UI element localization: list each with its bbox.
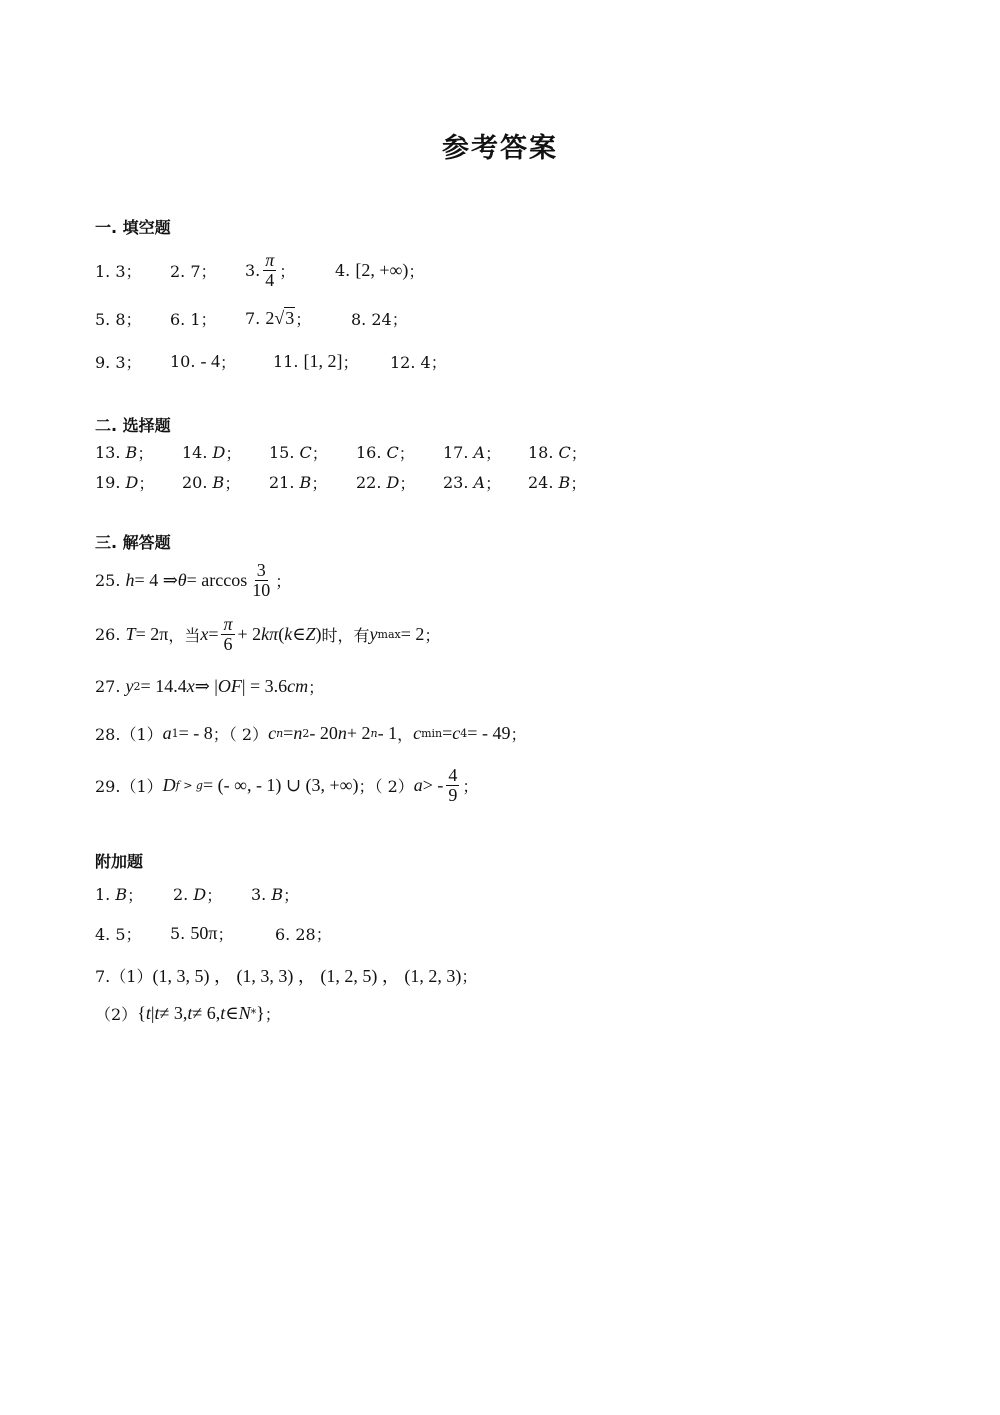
- extra-4: 4. 5；: [95, 924, 142, 944]
- page-title: 参考答案: [442, 133, 558, 164]
- choice-18: 18. C ；: [528, 442, 587, 463]
- section-heading-solutions: 三. 解答题: [95, 533, 171, 552]
- extra-6: 6. 28；: [275, 924, 332, 944]
- answer-11: 11. [1, 2] ；: [273, 350, 359, 372]
- answer-9: 9. 3；: [95, 352, 142, 372]
- answer-6: 6. 1；: [170, 309, 217, 329]
- fraction: $\frac{3}{10}$: [252, 559, 271, 600]
- fraction: $\frac{\pi}{4}$: [265, 249, 275, 290]
- section-heading-multiple-choice: 二. 选择题: [95, 416, 171, 435]
- answer-3: 3. $\frac{\pi}{4}$ ；: [245, 249, 296, 290]
- section-heading-fill-blank: 一. 填空题: [95, 218, 171, 237]
- choice-22: 22. D ；: [356, 472, 416, 493]
- choice-17: 17. A ；: [443, 442, 502, 463]
- choice-13: 13. B ；: [95, 442, 154, 463]
- extra-5: 5. 50π ；: [170, 922, 234, 944]
- extra-3: 3. B ；: [251, 884, 300, 905]
- answer-10: 10. - 4 ；: [170, 350, 237, 372]
- answer-8: 8. 24；: [351, 309, 408, 329]
- extra-1: 1. B ；: [95, 884, 144, 905]
- answer-7: 7. 2 √ 3 ；: [245, 307, 312, 329]
- fraction: $\frac{\pi}{6}$: [223, 613, 233, 654]
- choice-14: 14. D ；: [182, 442, 242, 463]
- choice-19: 19. D ；: [95, 472, 155, 493]
- choice-23: 23. A ；: [443, 472, 502, 493]
- section-heading-extra: 附加题: [95, 852, 144, 871]
- choice-15: 15. C ；: [269, 442, 328, 463]
- answer-5: 5. 8；: [95, 309, 142, 329]
- choice-24: 24. B ；: [528, 472, 587, 493]
- answer-4: 4. [2, +∞) ；: [335, 259, 425, 281]
- answer-12: 12. 4；: [390, 352, 447, 372]
- choice-16: 16. C ；: [356, 442, 415, 463]
- answer-1: 1. 3；: [95, 261, 142, 281]
- extra-2: 2. D ；: [173, 884, 223, 905]
- choice-21: 21. B ；: [269, 472, 328, 493]
- answer-2: 2. 7；: [170, 261, 217, 281]
- choice-20: 20. B ；: [182, 472, 241, 493]
- fraction: $\frac{4}{9}$: [448, 764, 458, 805]
